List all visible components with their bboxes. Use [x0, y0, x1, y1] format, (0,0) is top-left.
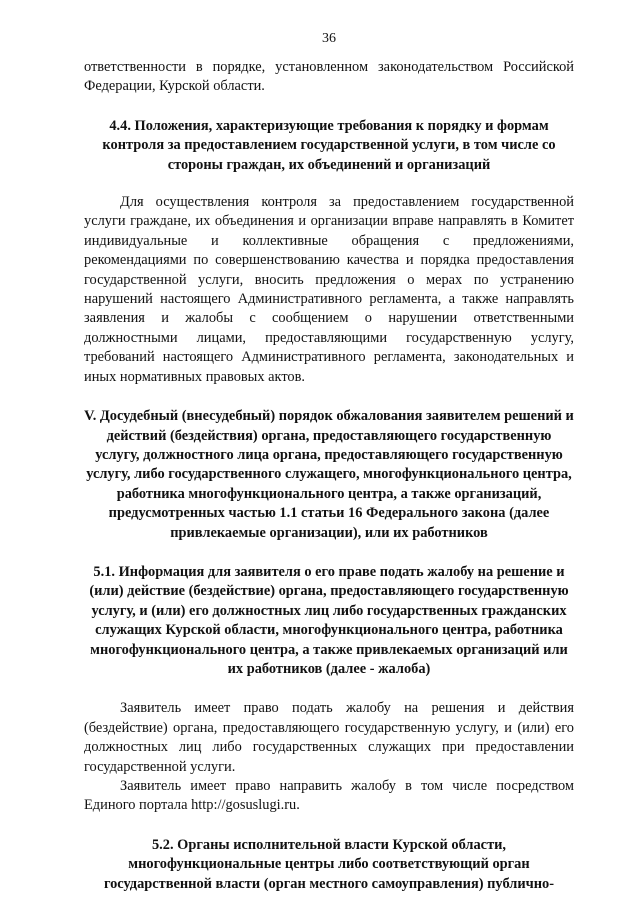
page-number: 36 — [322, 31, 336, 46]
section-5-1-paragraph-2: Заявитель имеет право направить жалобу в том числе посредством Единого портала http://gosuslugi.ru. — [84, 778, 574, 814]
section-5-1-heading: 5.1. Информация для заявителя о его праве подать жалобу на решение и (или) действие (бездействие) органа, предоставляющего государственную услугу, и (или) его должностных лиц либо государственных гражданских служащих Курской области, многофункционального центра, работника многофункционального центра, а также привлекаемых организаций или их работников (далее - жалоба) — [89, 563, 569, 677]
lead-paragraph: ответственности в порядке, установленном законодательством Российской Федерации, Курской области. — [84, 59, 574, 95]
section-4-4-paragraph: Для осуществления контроля за предоставлением государственной услуги граждане, их объединения и организации вправе направлять в Комитет индивидуальные и коллективные обращения с предложениями, рекомендациями по совершенствованию качества и порядка предоставления государственной услуги, вносить предложения о мерах по устранению нарушений настоящего Административного регламента, а также направлять заявления и жалобы с сообщением о нарушении ответственными должностными лицами, предоставляющими государственную услугу, требований настоящего Административного регламента, законодательных и иных нормативных правовых актов. — [84, 194, 574, 385]
document-page — [84, 30, 574, 894]
section-v-heading: V. Досудебный (внесудебный) порядок обжалования заявителем решений и действий (бездействия) органа, предоставляющего государственную услугу, должностного лица органа, предоставляющего государственную услугу, либо государственного служащего, многофункционального центра, работника многофункционального центра, а также организаций, предусмотренных частью 1.1 статьи 16 Федерального закона (далее привлекаемые организации), или их работников — [84, 408, 574, 541]
section-5-2-heading: 5.2. Органы исполнительной власти Курской области, многофункциональные центры либо соответствующий орган государственной власти (орган местного самоуправления) публично- — [103, 836, 555, 892]
section-5-1-paragraph-1: Заявитель имеет право подать жалобу на решения и действия (бездействие) органа, предоставляющего государственную услугу, и (или) его должностных лиц либо государственных служащих при предоставлении государственной услуги. — [84, 700, 574, 775]
section-4-4-heading: 4.4. Положения, характеризующие требования к порядку и формам контроля за предоставлением государственной услуги, в том числе со стороны граждан, их объединений и организаций — [102, 117, 556, 173]
